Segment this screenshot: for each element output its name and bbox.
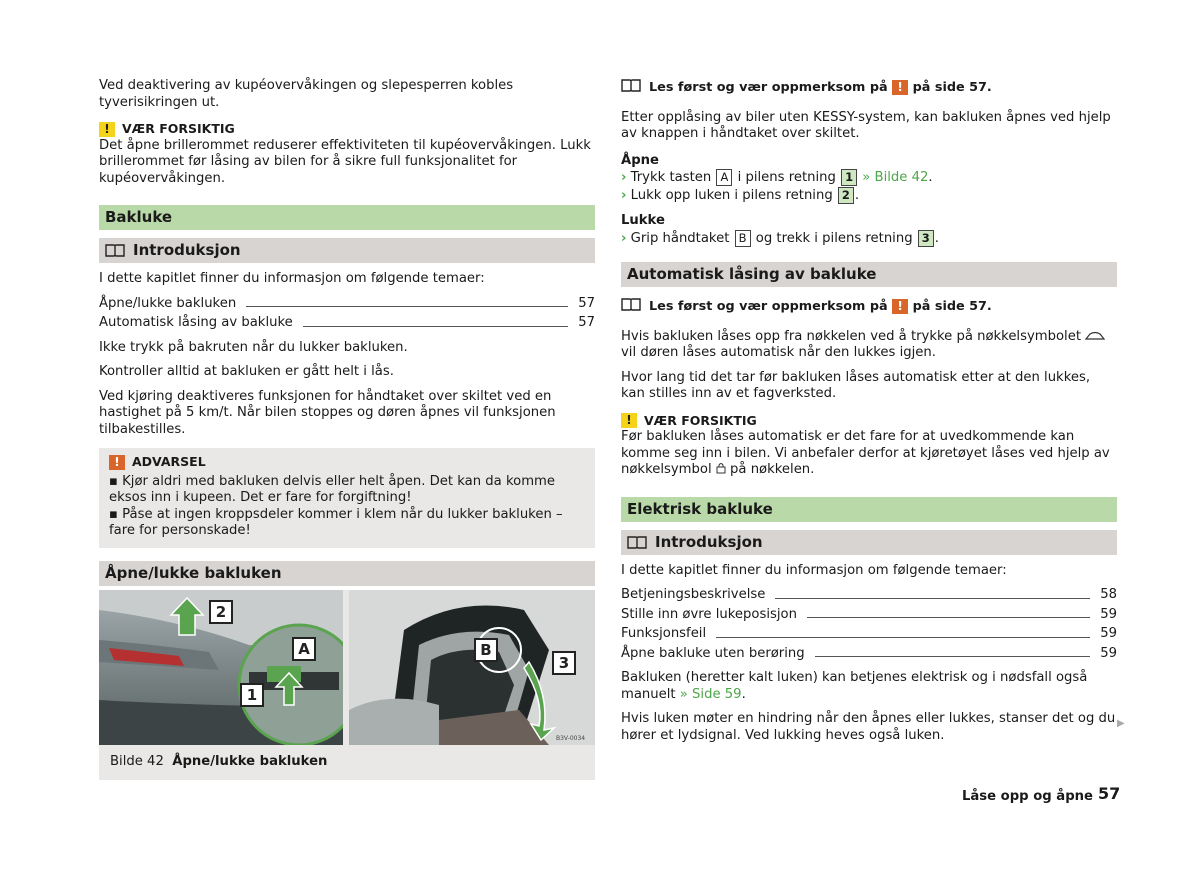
intro-heading-label: Introduksjon [133,241,241,259]
toc-row[interactable] [621,607,1117,624]
toc-label: Åpne bakluke uten berøring [621,645,805,661]
section-bakluke: Bakluke [99,205,595,230]
figure-link[interactable]: » Bilde 42 [862,170,929,185]
toc-row[interactable] [621,587,1117,604]
toc-page: 57 [578,295,595,311]
step-arrow-icon: › [621,170,627,185]
figure-code: B3V-0034 [556,734,586,742]
close-heading: Lukke [621,213,665,228]
caution-text: Det åpne brillerommet reduserer effektiviteten til kupéovervåkingen. Lukk brillerommet før låsing av bilen for å sikre full funksjonalitet for kupéovervåkingen. [99,137,591,186]
toc-leader [815,656,1091,657]
intro-text: Ved deaktivering av kupéovervåkingen og slepesperren kobles tyverisikringen ut. [99,78,514,110]
toc-label: Stille inn øvre lukeposisjon [621,606,797,622]
continue-arrow-icon: ▶ [1117,718,1125,729]
book-icon [627,535,647,553]
read-first-prefix: Les først og vær oppmerksom på [649,298,888,314]
electric-para-2: Hvis luken møter en hindring når den åpnes eller lukkes, stanser det og du hører et lydsignal. Ved lukking heves også luken. [621,711,1116,743]
caution-heading [99,121,595,138]
figure-label-2: 2 [209,600,233,624]
warning-item: ▪ Kjør aldri med bakluken delvis eller helt åpen. Det kan da komme eksos inn i kupeen. Det er fare for forgiftning! [109,473,555,505]
warning-icon: ! [109,455,125,470]
figure-caption [110,754,327,771]
step-text: Grip håndtaket [630,230,730,246]
toc-label: Åpne/lukke bakluken [99,295,237,311]
toc-leader [807,617,1090,618]
warning-item-text: Påse at ingen kroppsdeler kommer i klem når du lukker bakluken – fare for personskade! [109,506,563,538]
toc-page: 58 [1100,587,1117,602]
step-text: i pilens retning [737,170,836,185]
step-num: 3 [918,230,934,247]
key-b: B [735,230,751,247]
caution-icon: ! [621,413,637,428]
section-auto-lock: Automatisk låsing av bakluke [621,262,1117,287]
footer-chapter: Låse opp og åpne [962,789,1093,804]
electric-para-1-text: Bakluken (heretter kalt luken) kan betjenes elektrisk og i nødsfall også manuelt [621,670,1088,702]
read-first-prefix: Les først og vær oppmerksom på [649,79,888,95]
auto-para-2: Hvor lang tid det tar før bakluken låses automatisk etter at den lukkes, kan stilles inn av et fagverksted. [621,369,1091,401]
toc-row[interactable] [621,646,1117,663]
key-a: A [716,169,732,186]
key-symbol-icon [1085,331,1105,341]
open-step-2: › Lukk opp luken i pilens retning 2 . [621,187,860,203]
caution-heading [621,413,1117,430]
toc-row[interactable] [621,626,1117,643]
caution-title: VÆR FORSIKTIG [122,121,235,136]
toc-leader [716,637,1090,638]
book-icon [105,243,125,261]
intro-heading [99,238,595,263]
read-first-suffix: på side 57. [912,79,992,95]
figure-label-a: A [292,637,316,661]
toc-label: Betjeningsbeskrivelse [621,587,766,602]
caution-text-a: Før bakluken låses automatisk er det fare for at uvedkommende kan komme seg inn i bilen. Vi anbefaler derfor at kjøretøyet låses ved hjelp av nøkkelsymbol [621,429,1110,477]
intro-lead: I dette kapitlet finner du informasjon om følgende temaer: [99,271,485,286]
page-link[interactable]: » Side 59 [679,686,742,702]
toc-leader [246,306,568,307]
figure-label-3: 3 [552,651,576,675]
step-text: Lukk opp luken i pilens retning [630,187,833,203]
para-unlock: Etter opplåsing av biler uten KESSY-system, kan bakluken åpnes ved hjelp av knappen i håndtaket over skiltet. [621,109,1111,141]
figure-label-1: 1 [240,683,264,707]
step-num: 2 [838,187,854,204]
intro-lead: I dette kapitlet finner du informasjon om følgende temaer: [621,562,1007,578]
read-first-note [621,78,1117,98]
book-icon [621,297,641,317]
right-column [621,78,1117,752]
toc-leader [303,326,568,327]
read-first-suffix: på side 57. [912,298,992,314]
toc-list [621,587,1117,662]
electric-para-1: Bakluken (heretter kalt luken) kan betjenes elektrisk og i nødsfall også manuelt » Side 59. [621,670,1088,702]
open-step-1: › Trykk tasten A i pilens retning 1 » Bilde 42. [621,170,933,185]
close-step: › Grip håndtaket B og trekk i pilens retning 3 . [621,230,939,246]
page-number: 57 [1098,784,1121,803]
section-open-close: Åpne/lukke bakluken [99,561,595,586]
para: Ikke trykk på bakruten når du lukker bakluken. [99,339,408,355]
intro-heading [621,530,1117,555]
step-num: 1 [841,169,857,186]
toc-label: Automatisk låsing av bakluke [99,315,293,330]
toc-page: 59 [1100,606,1117,622]
section-electric: Elektrisk bakluke [621,497,1117,522]
toc-list [99,296,595,332]
open-heading: Åpne [621,152,659,168]
left-column [99,78,595,780]
toc-row[interactable] [99,296,595,313]
figure-label-b: B [474,638,498,662]
figure-caption-title: Åpne/lukke bakluken [172,753,328,769]
toc-label: Funksjonsfeil [621,626,707,641]
warning-box [99,448,595,548]
warning-item-text: Kjør aldri med bakluken delvis eller helt åpen. Det kan da komme eksos inn i kupeen. Det er fare for forgiftning! [109,473,555,505]
auto-para-1-text: Hvis bakluken låses opp fra nøkkelen ved å trykke på nøkkelsymbolet [621,328,1082,344]
caution-text [621,429,1117,479]
toc-page: 57 [578,315,595,330]
caution-text-b: på nøkkelen. [730,462,815,477]
toc-page: 59 [1100,626,1117,641]
para: Ved kjøring deaktiveres funksjonen for håndtaket over skiltet ved en hastighet på 5 km/t. Når bilen stoppes og døren åpnes vil funksjonen tilbakestilles. [99,388,556,437]
step-text: og trekk i pilens retning [755,230,913,246]
toc-page: 59 [1100,645,1117,661]
intro-heading-label: Introduksjon [655,532,763,551]
caution-icon: ! [99,122,115,137]
caution-title: VÆR FORSIKTIG [644,412,757,428]
step-arrow-icon: › [621,230,627,246]
toc-row[interactable] [99,315,595,332]
para: Kontroller alltid at bakluken er gått helt i lås. [99,364,394,379]
warning-heading [109,454,585,471]
warning-item: ▪ Påse at ingen kroppsdeler kommer i klem når du lukker bakluken – fare for personskade! [109,506,563,538]
auto-para-1 [621,329,1117,362]
warning-icon: ! [892,80,908,95]
warning-title: ADVARSEL [132,454,206,469]
lock-icon [716,462,726,474]
toc-leader [775,598,1090,599]
warning-icon: ! [892,299,908,314]
auto-para-1-text: vil døren låses automatisk når den lukkes igjen. [621,345,936,360]
step-text: Trykk tasten [630,170,712,185]
read-first-note [621,297,1117,317]
book-icon [621,78,641,98]
figure-42 [99,590,595,780]
step-arrow-icon: › [621,187,627,203]
figure-caption-prefix: Bilde 42 [110,753,164,769]
